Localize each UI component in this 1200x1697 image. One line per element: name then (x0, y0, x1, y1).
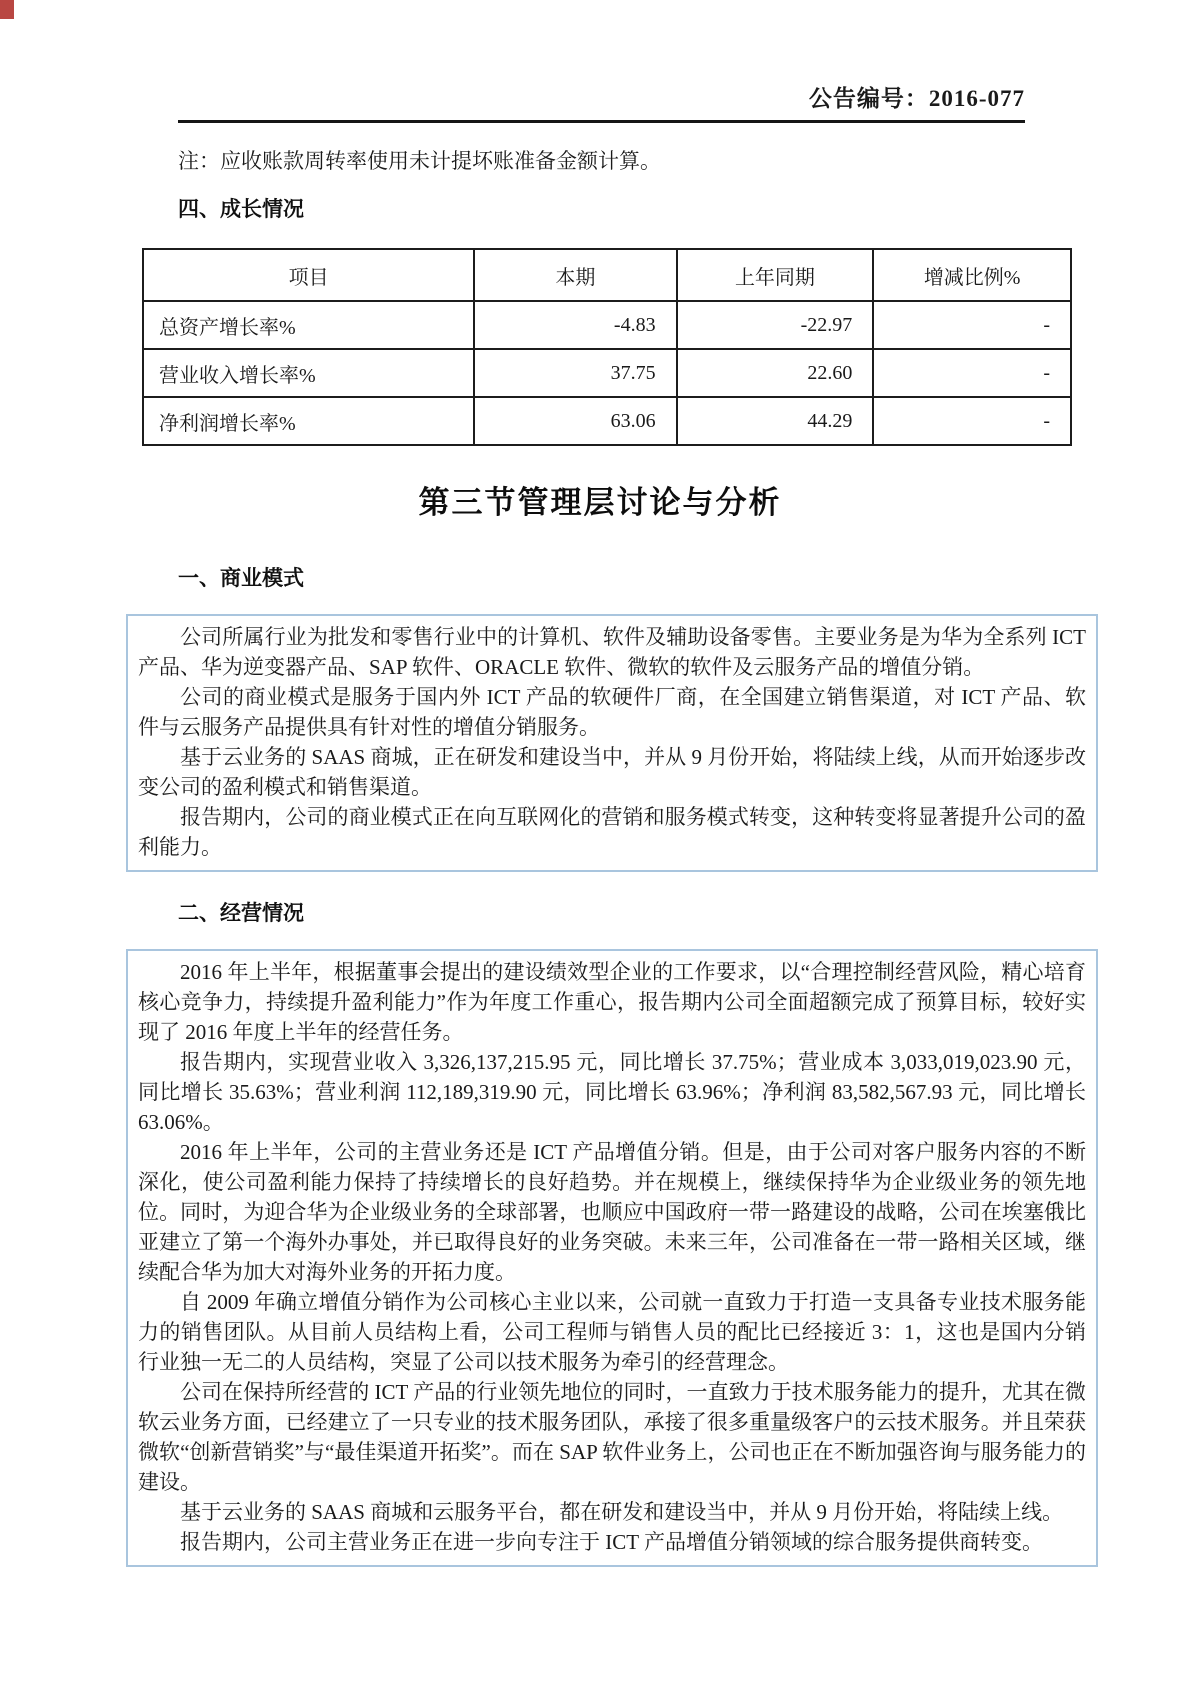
paragraph: 自 2009 年确立增值分销作为公司核心主业以来，公司就一直致力于打造一支具备专业技术服务能力的销售团队。从目前人员结构上看，公司工程师与销售人员的配比已经接近 3：1，这也是国内分销行业独一无二的人员结构，突显了公司以技术服务为牵引的经营理念。 (138, 1290, 1086, 1374)
paragraph: 报告期内，实现营业收入 3,326,137,215.95 元，同比增长 37.75%；营业成本 3,033,019,023.90 元，同比增长 35.63%；营业利润 112,189,319.90 元，同比增长 63.96%；净利润 83,582,567.93 元，同比增长 63.06%。 (138, 1050, 1086, 1134)
section-heading-operations: 二、经营情况 (178, 902, 304, 925)
paragraph: 基于云业务的 SAAS 商城和云服务平台，都在研发和建设当中，并从 9 月份开始，将陆续上线。 (180, 1500, 1064, 1524)
paragraph: 2016 年上半年，公司的主营业务还是 ICT 产品增值分销。但是，由于公司对客户服务内容的不断深化，使公司盈利能力保持了持续增长的良好趋势。并在规模上，继续保持华为企业级业务的领先地位。同时，为迎合华为企业级业务的全球部署，也顺应中国政府一带一路建设的战略，公司在埃塞俄比亚建立了第一个海外办事处，并已取得良好的业务突破。未来三年，公司准备在一带一路相关区域，继续配合华为加大对海外业务的开拓力度。 (138, 1140, 1086, 1284)
table-row (143, 397, 1071, 445)
cell-item: 营业收入增长率% (143, 349, 474, 397)
growth-table-header (143, 249, 1071, 301)
cell-change: - (873, 349, 1071, 397)
paragraph: 公司在保持所经营的 ICT 产品的行业领先地位的同时，一直致力于技术服务能力的提升，尤其在微软云业务方面，已经建立了一只专业的技术服务团队，承接了很多重量级客户的云技术服务。并且荣获微软“创新营销奖”与“最佳渠道开拓奖”。而在 SAP 软件业务上，公司也正在不断加强咨询与服务能力的建设。 (138, 1380, 1086, 1494)
table-header-row (143, 249, 1071, 301)
paragraph: 公司所属行业为批发和零售行业中的计算机、软件及辅助设备零售。主要业务是为华为全系列 ICT 产品、华为逆变器产品、SAP 软件、ORACLE 软件、微软的软件及云服务产品的增值分销。 (138, 625, 1086, 679)
announcement-number: 公告编号：2016-077 (808, 86, 1025, 111)
paragraph: 基于云业务的 SAAS 商城，正在研发和建设当中，并从 9 月份开始，将陆续上线，从而开始逐步改变公司的盈利模式和销售渠道。 (138, 745, 1086, 799)
chapter-title: 第三节管理层讨论与分析 (418, 485, 782, 520)
cell-current: -4.83 (474, 301, 676, 349)
footnote-text: 注：应收账款周转率使用未计提坏账准备金额计算。 (178, 149, 661, 173)
col-header-item: 项目 (143, 249, 474, 301)
col-header-change: 增减比例% (873, 249, 1071, 301)
cell-prior: 44.29 (677, 397, 874, 445)
paragraph: 公司的商业模式是服务于国内外 ICT 产品的软硬件厂商，在全国建立销售渠道，对 ICT 产品、软件与云服务产品提供具有针对性的增值分销服务。 (138, 685, 1086, 739)
announcement-header (178, 85, 1025, 123)
paragraph: 2016 年上半年，根据董事会提出的建设绩效型企业的工作要求，以“合理控制经营风险，精心培育核心竞争力，持续提升盈利能力”作为年度工作重心，报告期内公司全面超额完成了预算目标，较好实现了 2016 年度上半年的经营任务。 (138, 960, 1086, 1044)
cell-change: - (873, 397, 1071, 445)
cell-prior: -22.97 (677, 301, 874, 349)
cell-change: - (873, 301, 1071, 349)
section-heading-growth: 四、成长情况 (178, 198, 304, 221)
section-heading-business-model: 一、商业模式 (178, 567, 304, 590)
business-model-box (126, 614, 1098, 872)
cell-item: 总资产增长率% (143, 301, 474, 349)
growth-table (142, 248, 1072, 446)
col-header-prior: 上年同期 (677, 249, 874, 301)
corner-red-mark (0, 0, 14, 19)
cell-current: 63.06 (474, 397, 676, 445)
col-header-current: 本期 (474, 249, 676, 301)
paragraph: 报告期内，公司主营业务正在进一步向专注于 ICT 产品增值分销领域的综合服务提供商转变。 (180, 1530, 1043, 1554)
growth-table-body (143, 301, 1071, 445)
cell-item: 净利润增长率% (143, 397, 474, 445)
table-row (143, 301, 1071, 349)
operations-box (126, 949, 1098, 1567)
paragraph: 报告期内，公司的商业模式正在向互联网化的营销和服务模式转变，这种转变将显著提升公司的盈利能力。 (138, 805, 1086, 859)
cell-prior: 22.60 (677, 349, 874, 397)
cell-current: 37.75 (474, 349, 676, 397)
table-row (143, 349, 1071, 397)
